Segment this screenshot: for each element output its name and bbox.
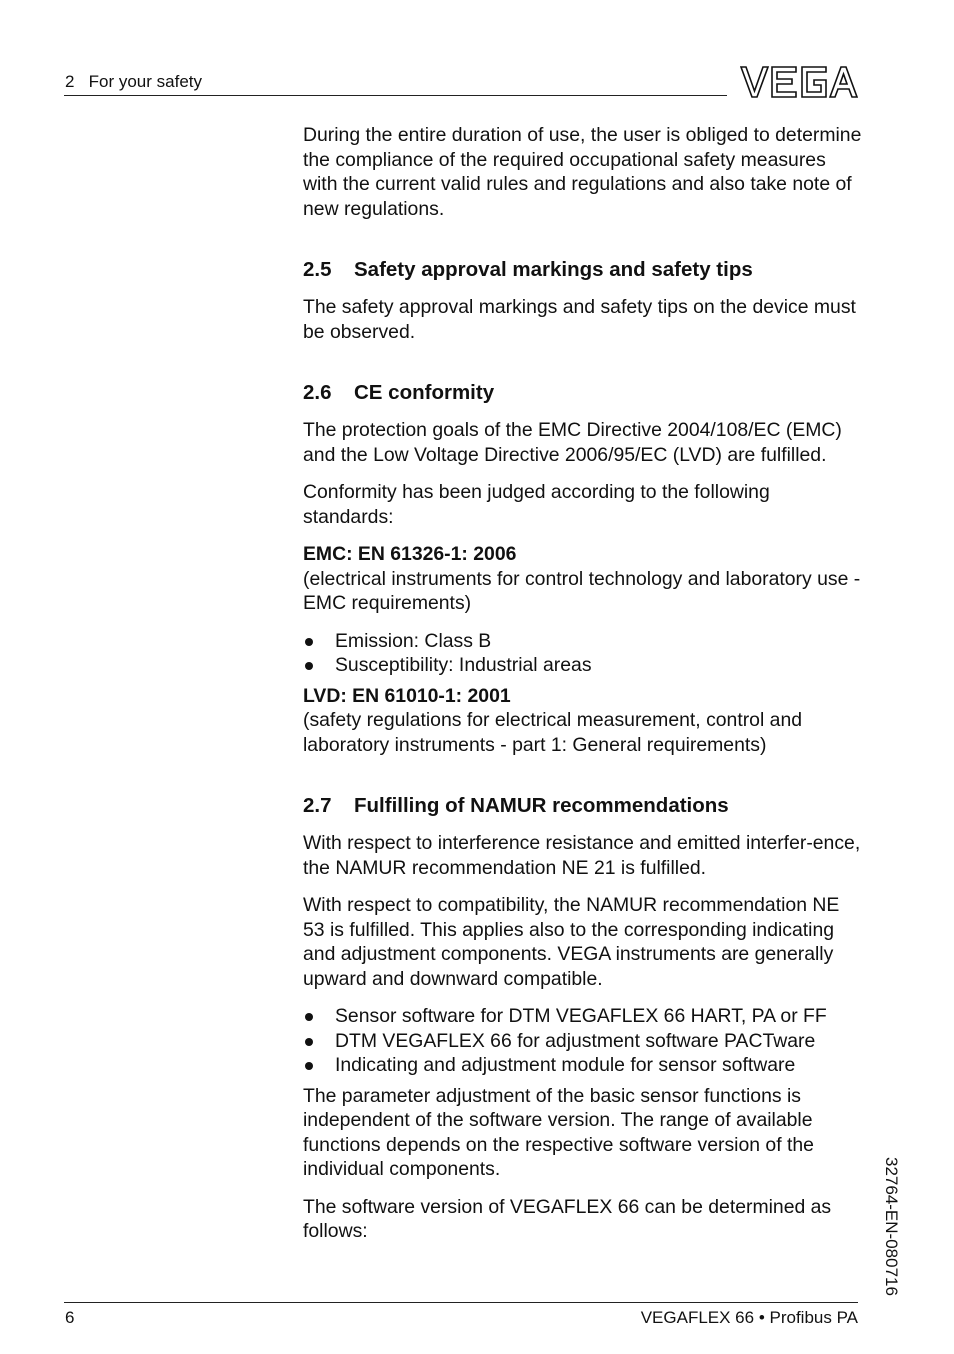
page-number: 6: [65, 1308, 75, 1327]
section-2-5-heading: [303, 257, 863, 283]
section-2-6-paragraph-1: The protection goals of the EMC Directive 2004/108/EC (EMC) and the Low Voltage Directive 2006/95/EC (LVD) are fulfilled.: [303, 419, 842, 466]
bullet-icon: [305, 1038, 313, 1046]
list-item-text: Sensor software for DTM VEGAFLEX 66 HART, PA or FF: [335, 1005, 827, 1027]
section-2-7-number: 2.7: [303, 794, 332, 817]
emc-standard: EMC: EN 61326-1: 2006: [303, 543, 517, 565]
document-code: [875, 1157, 901, 1307]
emc-list: [303, 629, 863, 678]
section-2-6-title: CE conformity: [354, 381, 495, 404]
list-item: [303, 1029, 863, 1054]
emc-description: (electrical instruments for control technology and laboratory use - EMC requirements): [303, 567, 861, 614]
bullet-icon: [305, 638, 313, 646]
section-2-7-title: Fulfilling of NAMUR recommendations: [354, 794, 729, 817]
header-rule: [64, 95, 727, 96]
list-item-text: Susceptibility: Industrial areas: [335, 654, 592, 676]
lvd-description: (safety regulations for electrical measurement, control and laboratory instruments - part 1: General requirements): [303, 709, 803, 756]
section-2-7-paragraph-2: With respect to compatibility, the NAMUR recommendation NE 53 is fulfilled. This applies also to the corresponding indicating and adjustment components. VEGA instruments are generally upward and downward compatible.: [303, 894, 840, 990]
footer-rule: [64, 1302, 858, 1303]
list-item: [303, 1004, 863, 1029]
section-2-5-paragraph: The safety approval markings and safety tips on the device must be observed.: [303, 296, 856, 343]
bullet-icon: [305, 1013, 313, 1021]
software-list: [303, 1004, 863, 1078]
section-2-7-paragraph-1: With respect to interference resistance and emitted interfer-ence, the NAMUR recommendation NE 21 is fulfilled.: [303, 832, 861, 879]
section-2-7-paragraph-4: The software version of VEGAFLEX 66 can be determined as follows:: [303, 1195, 832, 1242]
list-item-text: Emission: Class B: [335, 629, 492, 652]
lvd-standard: LVD: EN 61010-1: 2001: [303, 684, 511, 707]
list-item-text: DTM VEGAFLEX 66 for adjustment software PACTware: [335, 1029, 816, 1052]
section-2-5-number: 2.5: [303, 258, 332, 281]
section-2-6-paragraph-2: Conformity has been judged according to the following standards:: [303, 481, 770, 528]
section-2-6-number: 2.6: [303, 381, 332, 404]
vega-logo: [740, 65, 858, 99]
intro-paragraph: During the entire duration of use, the user is obliged to determine the compliance of the required occupational safety measures with the current valid rules and regulations and also take note of new regulations.: [303, 124, 862, 220]
list-item: [303, 1053, 863, 1078]
document-code-text: 32764-EN-080716: [882, 1157, 901, 1296]
section-2-7-paragraph-3: The parameter adjustment of the basic sensor functions is independent of the software version. The range of available functions depends on the respective software version of the individual components.: [303, 1084, 814, 1180]
section-2-7-heading: [303, 793, 863, 819]
running-header-chapter: 2 For your safety: [65, 72, 202, 91]
section-2-5-title: Safety approval markings and safety tips: [354, 258, 753, 281]
footer-product: VEGAFLEX 66 • Profibus PA: [640, 1308, 858, 1327]
list-item: [303, 629, 863, 654]
bullet-icon: [305, 1062, 313, 1070]
bullet-icon: [305, 662, 313, 670]
list-item: [303, 653, 863, 678]
main-content: [303, 123, 863, 1257]
section-2-6-heading: [303, 380, 863, 406]
list-item-text: Indicating and adjustment module for sensor software: [335, 1054, 796, 1076]
